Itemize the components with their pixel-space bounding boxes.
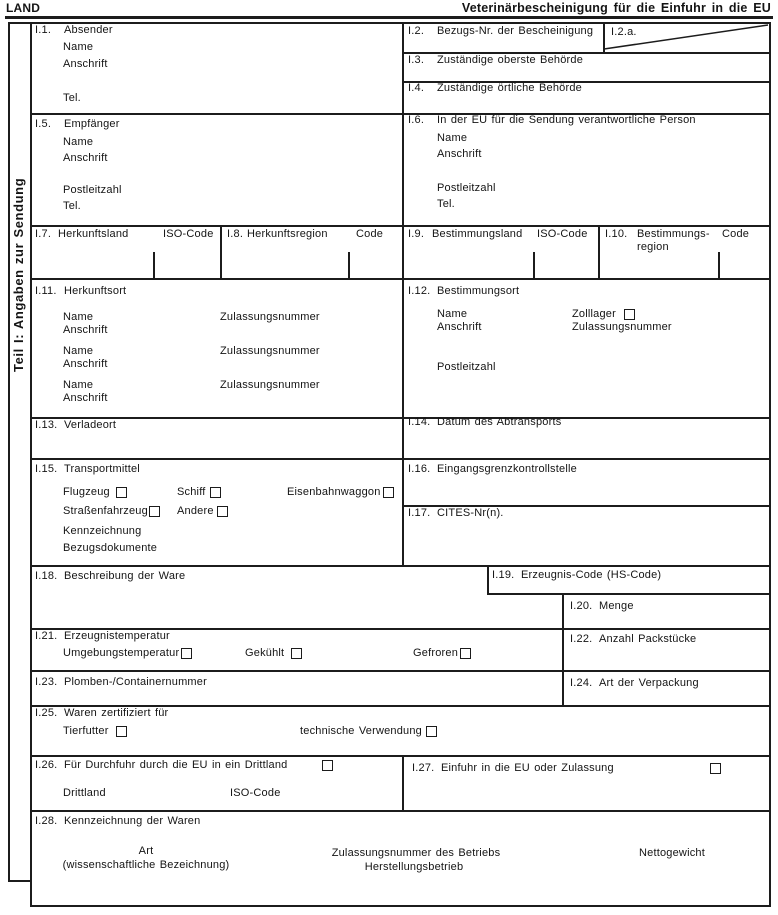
i15-andere-checkbox[interactable] xyxy=(217,506,228,517)
line-i19-bottom xyxy=(487,593,770,595)
field-i1-number: I.1. xyxy=(35,24,52,36)
line-row4-bottom xyxy=(30,417,770,419)
field-i1-label: Absender xyxy=(64,24,113,36)
field-i11-number: I.11. xyxy=(35,285,57,297)
field-i23-number: I.23. xyxy=(35,676,58,688)
i28-nettogewicht-column-header: Nettogewicht xyxy=(639,847,705,859)
field-i21-label: Erzeugnistemperatur xyxy=(64,630,170,642)
i27-einfuhr-checkbox[interactable] xyxy=(710,763,721,774)
field-i14-number: I.14. xyxy=(408,416,431,428)
i11-entry2-anschrift-label: Anschrift xyxy=(63,358,108,370)
i7-code-label: ISO-Code xyxy=(163,228,214,240)
field-i25-label: Waren zertifiziert für xyxy=(64,707,169,719)
i28-art-sub-header: (wissenschaftliche Bezeichnung) xyxy=(62,859,230,871)
field-i19 xyxy=(492,569,661,582)
i5-anschrift-label: Anschrift xyxy=(63,152,108,164)
field-i25 xyxy=(35,707,168,720)
i15-flugzeug-label: Flugzeug xyxy=(63,486,110,498)
i12-anschrift-label: Anschrift xyxy=(437,321,482,333)
tick-i8-code xyxy=(348,252,350,278)
i5-tel-label: Tel. xyxy=(63,200,81,212)
field-i16 xyxy=(408,463,577,476)
i11-entry1-name-label: Name xyxy=(63,311,94,323)
field-i3-label: Zuständige oberste Behörde xyxy=(437,54,584,66)
field-i22 xyxy=(570,633,696,646)
divider-i9-i10 xyxy=(598,225,600,278)
field-i11-label: Herkunftsort xyxy=(64,285,127,297)
i6-name-label: Name xyxy=(437,132,468,144)
field-i21-number: I.21. xyxy=(35,630,58,642)
i25-technische-verwendung-label: technische Verwendung xyxy=(300,725,423,737)
field-i10-label-line1: Bestimmungs- xyxy=(637,228,710,240)
field-i15-label: Transportmittel xyxy=(64,463,140,475)
i25-tierfutter-checkbox[interactable] xyxy=(116,726,127,737)
field-i1 xyxy=(35,24,113,37)
field-i12 xyxy=(408,285,519,298)
i28-zulassungsnummer-column-header: Zulassungsnummer des Betriebs xyxy=(331,847,501,859)
i15-flugzeug-checkbox[interactable] xyxy=(116,487,127,498)
field-i27-number: I.27. xyxy=(412,762,435,774)
field-i8-number: I.8. xyxy=(227,228,244,240)
i21-umgebung-checkbox[interactable] xyxy=(181,648,192,659)
center-divider-i26 xyxy=(402,755,404,810)
form-left-border xyxy=(8,22,10,881)
i25-tierfutter-label: Tierfutter xyxy=(63,725,109,737)
field-i10-label-line2: region xyxy=(637,241,669,253)
field-i15-number: I.15. xyxy=(35,463,58,475)
center-divider-upper xyxy=(402,22,404,565)
i26-drittland-label: Drittland xyxy=(63,787,106,799)
field-i19-label: Erzeugnis-Code (HS-Code) xyxy=(521,569,662,581)
i15-schiff-label: Schiff xyxy=(177,486,206,498)
field-i21 xyxy=(35,630,170,643)
i25-technische-verwendung-checkbox[interactable] xyxy=(426,726,437,737)
i15-kennzeichnung-label: Kennzeichnung xyxy=(63,525,142,537)
field-i9-label: Bestimmungsland xyxy=(432,228,523,240)
field-i20-label: Menge xyxy=(599,600,634,612)
field-i7-label: Herkunftsland xyxy=(58,228,129,240)
i15-eisenbahnwaggon-checkbox[interactable] xyxy=(383,487,394,498)
line-row6-bottom xyxy=(30,565,770,567)
field-i26 xyxy=(35,759,287,772)
i15-strassenfahrzeug-label: Straßenfahrzeug xyxy=(63,505,148,517)
field-i16-number: I.16. xyxy=(408,463,431,475)
i28-art-column-header: Art xyxy=(138,845,154,857)
line-row3-bottom xyxy=(30,278,770,280)
i6-tel-label: Tel. xyxy=(437,198,455,210)
i11-entry1-anschrift-label: Anschrift xyxy=(63,324,108,336)
form-right-border xyxy=(769,22,771,907)
i15-eisenbahnwaggon-label: Eisenbahnwaggon xyxy=(287,486,381,498)
field-i14-label: Datum des Abtransports xyxy=(437,416,562,428)
field-i20 xyxy=(570,600,634,613)
field-i5 xyxy=(35,118,120,131)
field-i14 xyxy=(408,416,561,429)
field-i13 xyxy=(35,419,116,432)
country-label: LAND xyxy=(6,1,41,15)
tick-i9-code xyxy=(533,252,535,278)
field-i9-number: I.9. xyxy=(408,228,425,240)
field-i18-number: I.18. xyxy=(35,570,58,582)
tick-i7-code xyxy=(153,252,155,278)
field-i17-label: CITES-Nr(n). xyxy=(437,507,504,519)
field-i12-number: I.12. xyxy=(408,285,431,297)
header-rule xyxy=(5,16,773,19)
field-i11 xyxy=(35,285,126,298)
i6-anschrift-label: Anschrift xyxy=(437,148,482,160)
i26-iso-code-label: ISO-Code xyxy=(230,787,281,799)
field-i16-label: Eingangsgrenzkontrollstelle xyxy=(437,463,577,475)
field-i26-label: Für Durchfuhr durch die EU in ein Drittland xyxy=(64,759,288,771)
field-i20-number: I.20. xyxy=(570,600,593,612)
line-row5-bottom xyxy=(30,458,770,460)
field-i27 xyxy=(412,762,614,775)
line-row11-bottom xyxy=(30,810,770,812)
divider-i7-i8 xyxy=(220,225,222,278)
line-row10-bottom xyxy=(30,755,770,757)
field-i17-number: I.17. xyxy=(408,507,431,519)
field-i3 xyxy=(408,54,583,67)
field-i7-number: I.7. xyxy=(35,228,52,240)
divider-right-column xyxy=(562,593,564,705)
i21-umgebung-label: Umgebungstemperatur xyxy=(63,647,180,659)
field-i2a-number: I.2.a. xyxy=(611,26,637,38)
part-i-sidebar-label: Teil I: Angaben zur Sendung xyxy=(11,177,26,372)
field-i24 xyxy=(570,677,699,690)
i11-entry3-name-label: Name xyxy=(63,379,94,391)
i11-entry2-zulassung-label: Zulassungsnummer xyxy=(220,345,320,357)
field-i6-label: In der EU für die Sendung verantwortliche Person xyxy=(437,114,696,126)
field-i4-label: Zuständige örtliche Behörde xyxy=(437,82,582,94)
i21-gekuehlt-checkbox[interactable] xyxy=(291,648,302,659)
field-i2-label: Bezugs-Nr. der Bescheinigung xyxy=(437,25,594,37)
field-i12-label: Bestimmungsort xyxy=(437,285,520,297)
i21-gefroren-label: Gefroren xyxy=(413,647,459,659)
i1-tel-label: Tel. xyxy=(63,92,81,104)
i11-entry3-anschrift-label: Anschrift xyxy=(63,392,108,404)
field-i13-number: I.13. xyxy=(35,419,58,431)
field-i28-number: I.28. xyxy=(35,815,58,827)
i8-code-label: Code xyxy=(356,228,384,240)
i5-plz-label: Postleitzahl xyxy=(63,184,122,196)
i21-gefroren-checkbox[interactable] xyxy=(460,648,471,659)
page-title: Veterinärbescheinigung für die Einfuhr in die EU xyxy=(461,1,771,15)
i11-entry2-name-label: Name xyxy=(63,345,94,357)
i26-durchfuhr-checkbox[interactable] xyxy=(322,760,333,771)
field-i4-number: I.4. xyxy=(408,82,425,94)
field-i6 xyxy=(408,114,696,127)
tick-i10-code xyxy=(718,252,720,278)
i12-zolllager-checkbox[interactable] xyxy=(624,309,635,320)
i1-name-label: Name xyxy=(63,41,94,53)
divider-i18-i19 xyxy=(487,565,489,593)
line-row2-bottom xyxy=(30,225,770,227)
field-i22-number: I.22. xyxy=(570,633,593,645)
field-i4 xyxy=(408,82,582,95)
field-i10-number: I.10. xyxy=(605,228,628,240)
i6-plz-label: Postleitzahl xyxy=(437,182,496,194)
i15-bezugsdokumente-label: Bezugsdokumente xyxy=(63,542,158,554)
i28-herstellungsbetrieb-header: Herstellungsbetrieb xyxy=(364,861,464,873)
i1-anschrift-label: Anschrift xyxy=(63,58,108,70)
field-i2 xyxy=(408,25,593,38)
field-i5-label: Empfänger xyxy=(64,118,120,130)
field-i27-label: Einfuhr in die EU oder Zulassung xyxy=(441,762,614,774)
field-i18-label: Beschreibung der Ware xyxy=(64,570,186,582)
field-i13-label: Verladeort xyxy=(64,419,117,431)
i21-gekuehlt-label: Gekühlt xyxy=(245,647,285,659)
field-i28-label: Kennzeichnung der Waren xyxy=(64,815,201,827)
i5-name-label: Name xyxy=(63,136,94,148)
field-i15 xyxy=(35,463,140,476)
i12-plz-label: Postleitzahl xyxy=(437,361,496,373)
i11-entry1-zulassung-label: Zulassungsnummer xyxy=(220,311,320,323)
field-i3-number: I.3. xyxy=(408,54,425,66)
field-i28 xyxy=(35,815,200,828)
i15-schiff-checkbox[interactable] xyxy=(210,487,221,498)
field-i18 xyxy=(35,570,185,583)
i12-zulassung-label: Zulassungsnummer xyxy=(572,321,672,333)
field-i5-number: I.5. xyxy=(35,118,52,130)
i12-name-label: Name xyxy=(437,308,468,320)
sidebar-divider xyxy=(30,22,32,906)
i15-strassenfahrzeug-checkbox[interactable] xyxy=(149,506,160,517)
field-i23-label: Plomben-/Containernummer xyxy=(64,676,207,688)
i15-andere-label: Andere xyxy=(177,505,214,517)
line-row8-bottom xyxy=(30,670,770,672)
i11-entry3-zulassung-label: Zulassungsnummer xyxy=(220,379,320,391)
field-i23 xyxy=(35,676,207,689)
i9-code-label: ISO-Code xyxy=(537,228,588,240)
field-i22-label: Anzahl Packstücke xyxy=(599,633,697,645)
field-i6-number: I.6. xyxy=(408,114,425,126)
i12-zolllager-label: Zolllager xyxy=(572,308,616,320)
field-i24-number: I.24. xyxy=(570,677,593,689)
sidebar-bottom-border xyxy=(8,880,31,882)
field-i2-number: I.2. xyxy=(408,25,425,37)
field-i24-label: Art der Verpackung xyxy=(599,677,699,689)
i10-code-label: Code xyxy=(722,228,750,240)
field-i17 xyxy=(408,507,504,520)
field-i8-label: Herkunftsregion xyxy=(247,228,328,240)
field-i26-number: I.26. xyxy=(35,759,58,771)
form-bottom-border xyxy=(30,905,770,907)
field-i19-number: I.19. xyxy=(492,569,515,581)
field-i25-number: I.25. xyxy=(35,707,58,719)
